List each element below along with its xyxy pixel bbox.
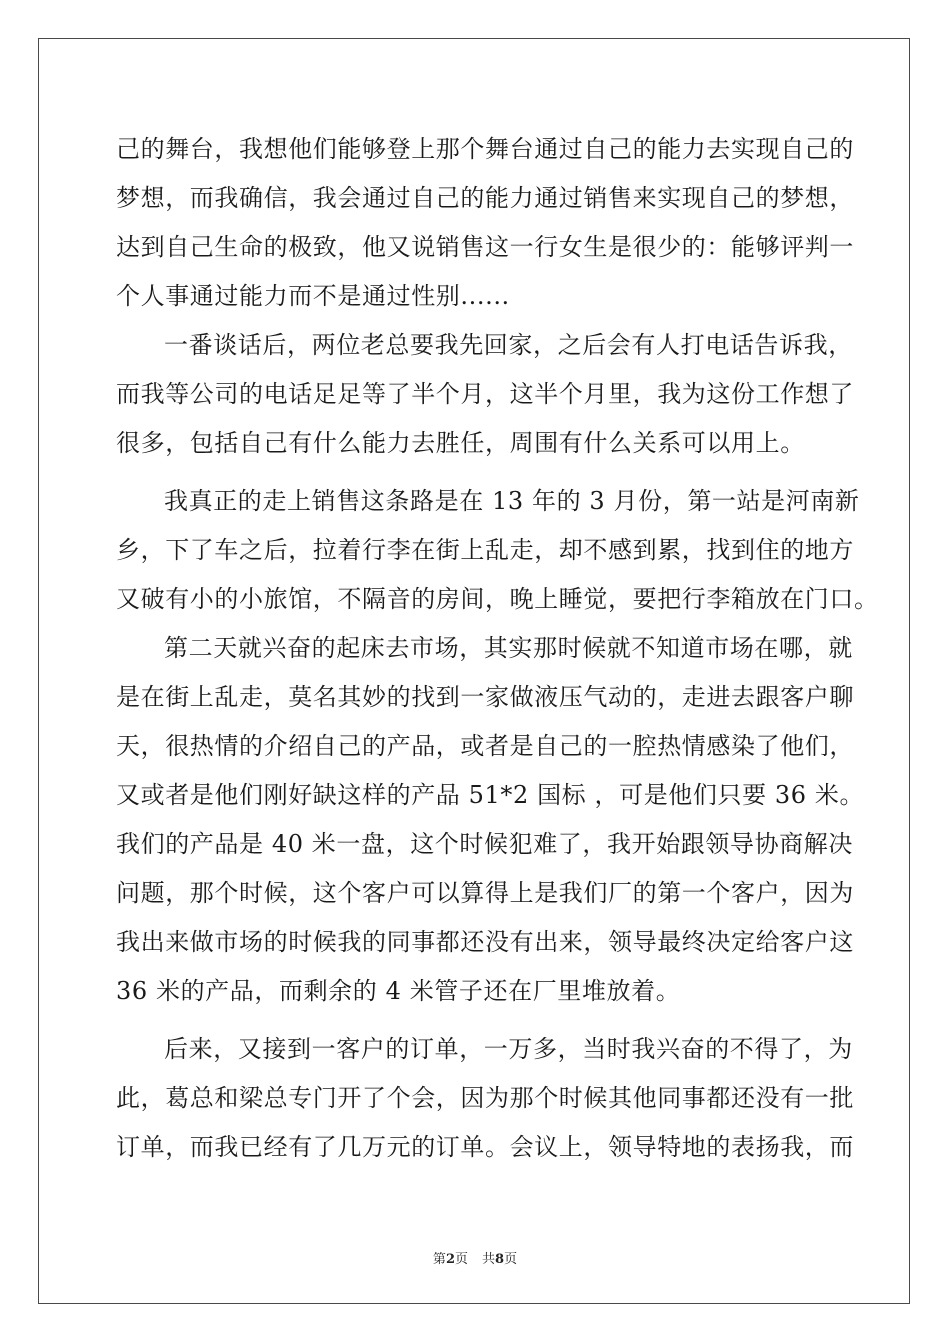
- text-line: 又或者是他们刚好缺这样的产品 51*2 国标 ，可是他们只要 36 米。: [116, 781, 865, 809]
- page-number: 2: [445, 1252, 455, 1267]
- text-line: 我出来做市场的时候我的同事都还没有出来，领导最终决定给客户这: [116, 928, 854, 956]
- text-line: 又破有小的小旅馆，不隔音的房间，晚上睡觉，要把行李箱放在门口。: [116, 585, 879, 613]
- text-line: 个人事通过能力而不是通过性别......: [116, 282, 510, 310]
- text-line: 己的舞台，我想他们能够登上那个舞台通过自己的能力去实现自己的: [116, 135, 854, 163]
- text-line: 天，很热情的介绍自己的产品，或者是自己的一腔热情感染了他们，: [116, 732, 854, 760]
- text-line: 而我等公司的电话足足等了半个月，这半个月里，我为这份工作想了: [116, 380, 854, 408]
- text-line: 问题，那个时候，这个客户可以算得上是我们厂的第一个客户，因为: [116, 879, 854, 907]
- paragraph-first-line: 我真正的走上销售这条路是在 13 年的 3 月份，第一站是河南新: [164, 487, 860, 515]
- page-border: [38, 38, 910, 1304]
- text-line: 是在街上乱走，莫名其妙的找到一家做液压气动的，走进去跟客户聊: [116, 683, 854, 711]
- text-line: 达到自己生命的极致，他又说销售这一行女生是很少的：能够评判一: [116, 233, 854, 261]
- page-prefix: 第: [432, 1252, 446, 1267]
- text-line: 此，葛总和梁总专门开了个会，因为那个时候其他同事都还没有一批: [116, 1084, 854, 1112]
- total-prefix: 共: [482, 1252, 496, 1267]
- paragraph-first-line: 第二天就兴奋的起床去市场，其实那时候就不知道市场在哪，就: [164, 634, 853, 662]
- total-pages: 8: [495, 1252, 505, 1267]
- text-line: 订单，而我已经有了几万元的订单。会议上，领导特地的表扬我，而: [116, 1133, 854, 1161]
- text-line: 36 米的产品，而剩余的 4 米管子还在厂里堆放着。: [116, 977, 681, 1005]
- total-suffix: 页: [504, 1252, 518, 1267]
- page-footer: [0, 1248, 950, 1267]
- text-line: 我们的产品是 40 米一盘，这个时候犯难了，我开始跟领导协商解决: [116, 830, 853, 858]
- page-suffix: 页: [454, 1252, 468, 1267]
- paragraph-first-line: 一番谈话后，两位老总要我先回家，之后会有人打电话告诉我，: [164, 331, 853, 359]
- text-line: 梦想，而我确信，我会通过自己的能力通过销售来实现自己的梦想，: [116, 184, 854, 212]
- text-line: 很多，包括自己有什么能力去胜任，周围有什么关系可以用上。: [116, 429, 805, 457]
- paragraph-first-line: 后来，又接到一客户的订单，一万多，当时我兴奋的不得了，为: [164, 1035, 853, 1063]
- text-line: 乡，下了车之后，拉着行李在街上乱走，却不感到累，找到住的地方: [116, 536, 854, 564]
